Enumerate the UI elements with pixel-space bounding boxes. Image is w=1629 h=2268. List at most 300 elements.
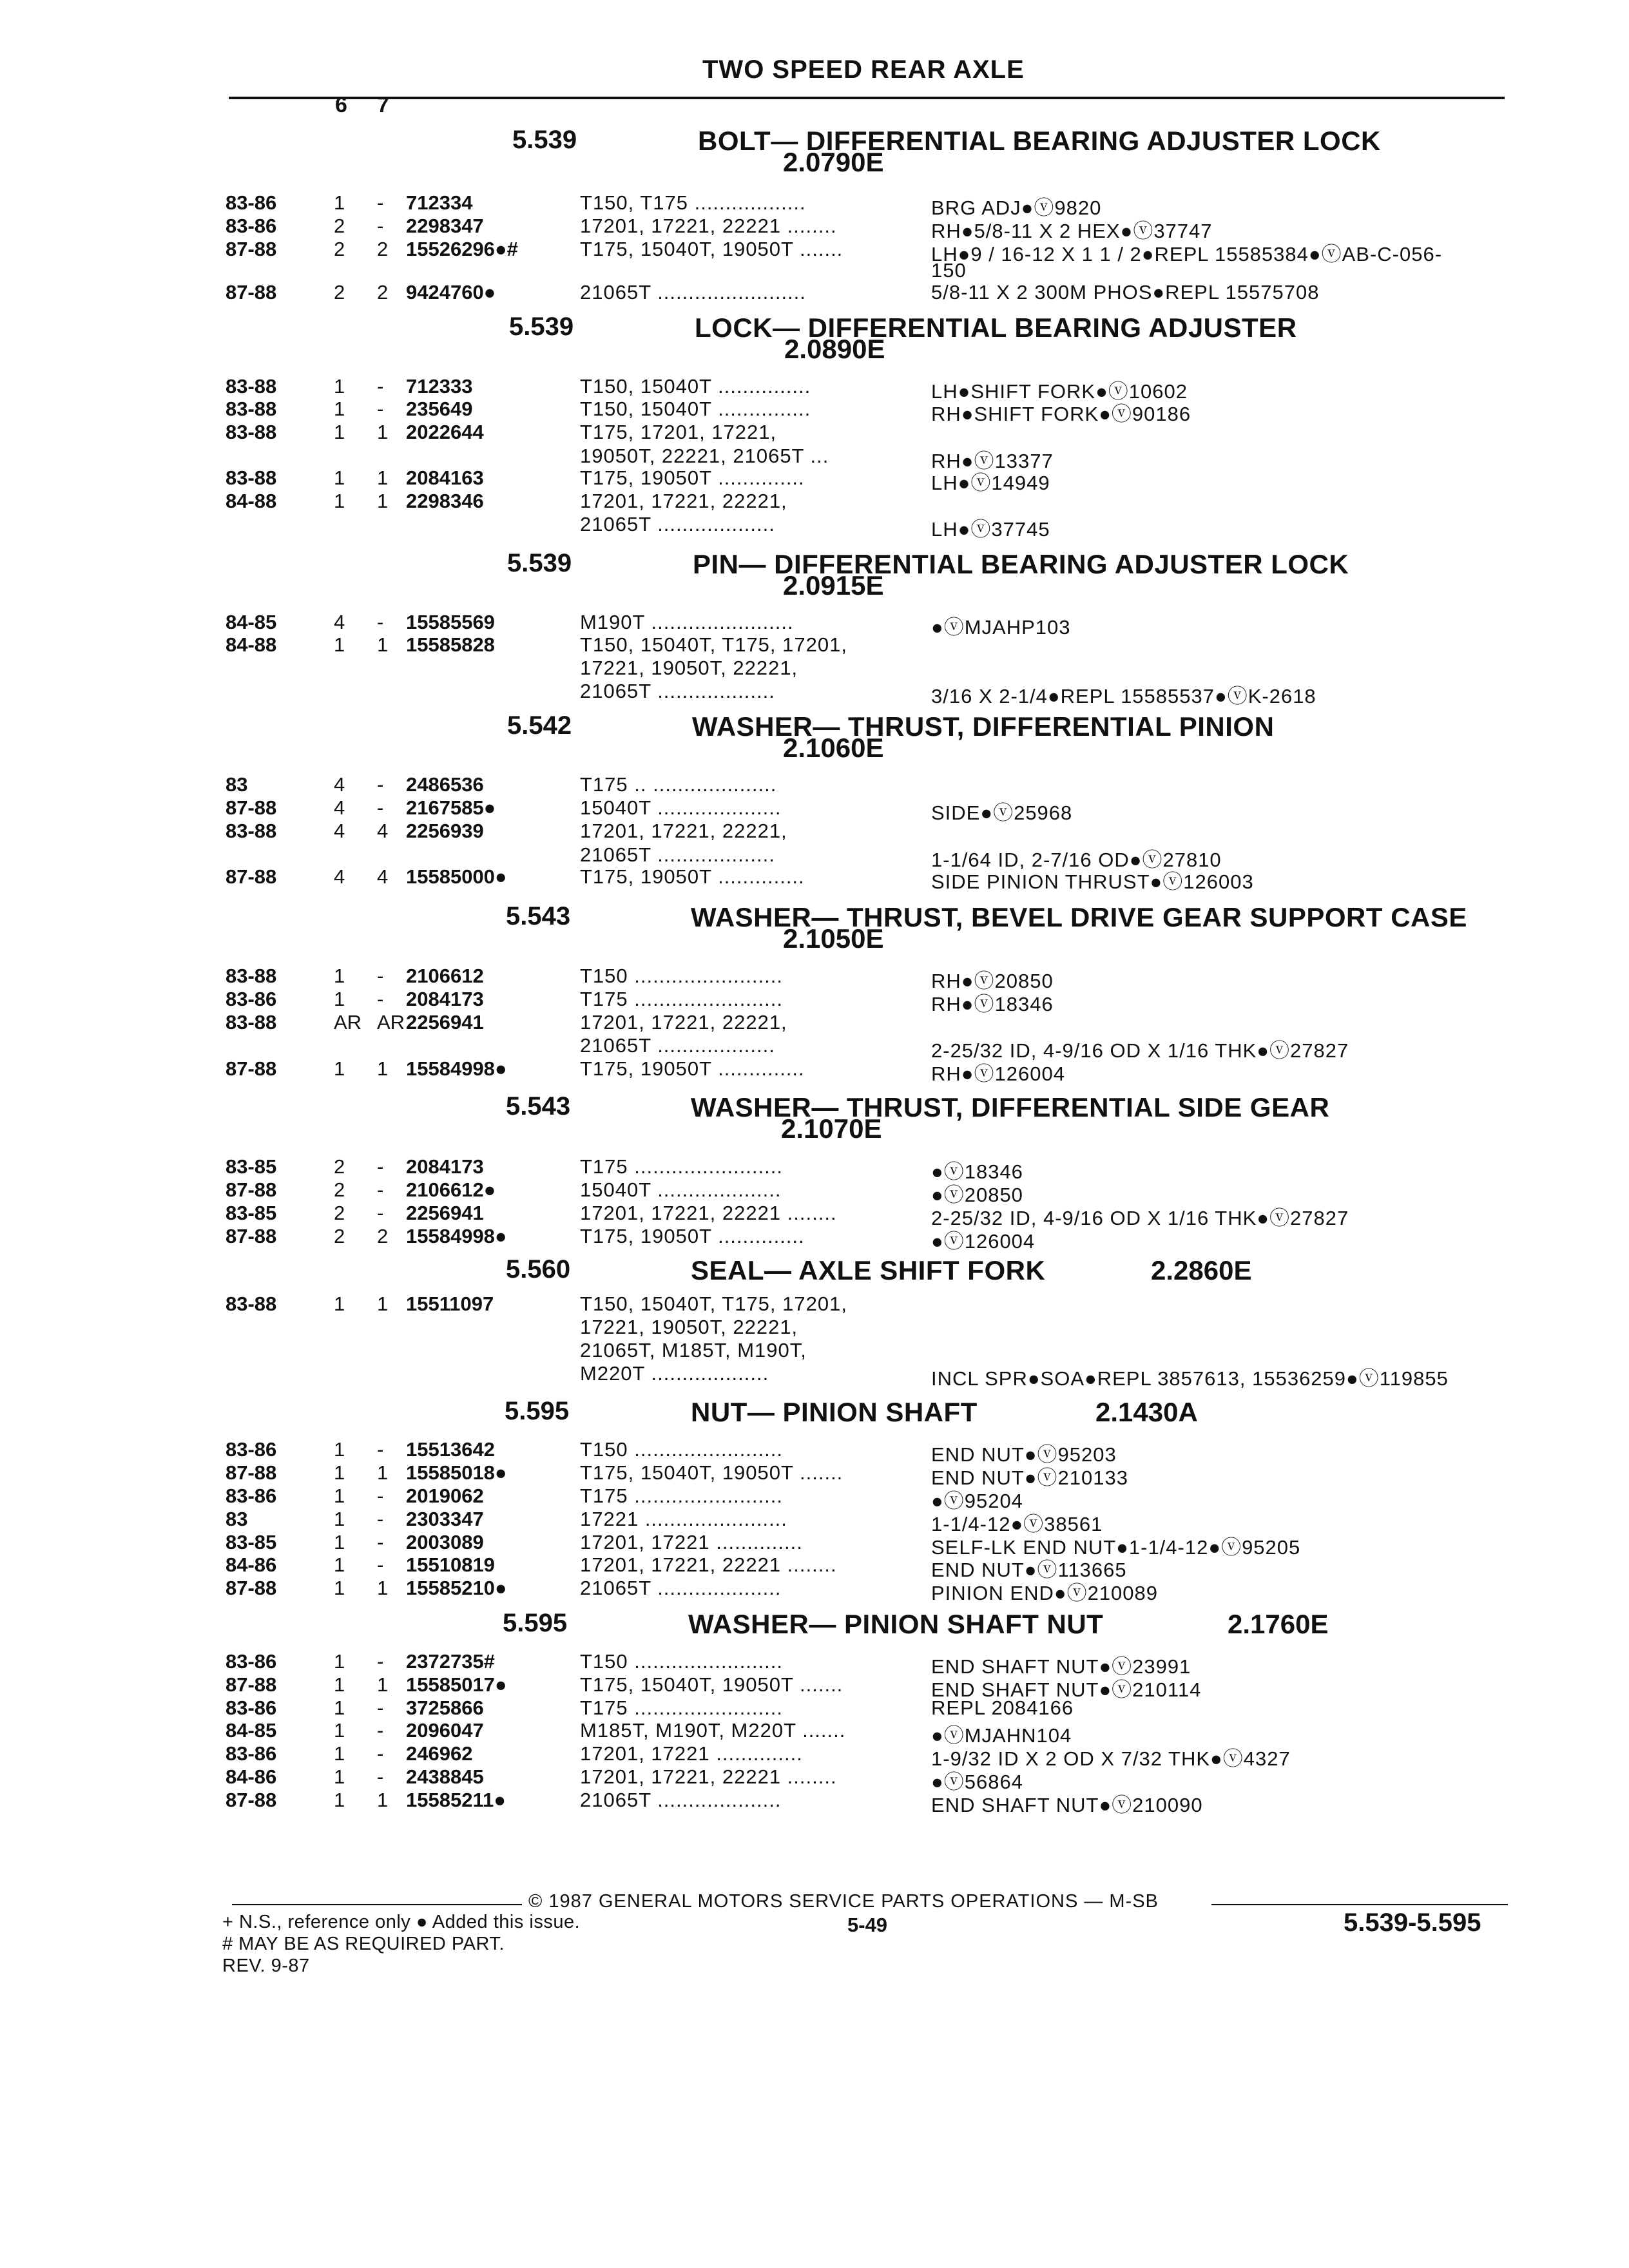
year-range: 83-88 xyxy=(226,375,277,398)
qty-col-7: - xyxy=(377,398,384,420)
part-number: 712333 xyxy=(406,375,473,398)
description: ●ⓥ126004 xyxy=(931,1230,1036,1253)
part-number: 2106612● xyxy=(406,1178,496,1201)
description: END NUT●ⓥ95203 xyxy=(931,1443,1117,1466)
year-range: 83-86 xyxy=(226,215,277,237)
section-ref: 2.2860E xyxy=(1151,1255,1252,1285)
year-range: 83-86 xyxy=(226,191,277,214)
description: INCL SPR●SOA●REPL 3857613, 15536259●ⓥ119855 xyxy=(931,1367,1449,1390)
part-number: 2096047 xyxy=(406,1719,484,1742)
models: T150 ........................ xyxy=(580,1650,783,1673)
section-name: WASHER— PINION SHAFT NUT xyxy=(688,1609,1104,1639)
year-range: 87-88 xyxy=(226,1225,277,1247)
models: 21065T ................... xyxy=(580,680,775,702)
part-number: 15585828 xyxy=(406,633,495,656)
part-row xyxy=(0,1765,1629,1793)
part-row xyxy=(0,1461,1629,1489)
part-number: 15585000● xyxy=(406,865,507,888)
part-row xyxy=(0,1316,1629,1339)
description: RH●SHIFT FORK●ⓥ90186 xyxy=(931,403,1191,425)
qty-col-7: 1 xyxy=(377,1577,389,1599)
part-number: 2298347 xyxy=(406,215,484,237)
page-title: TWO SPEED REAR AXLE xyxy=(702,55,1025,84)
description: LH●9 / 16-12 X 1 1 / 2●REPL 15585384●ⓥAB-C-056- xyxy=(931,243,1443,265)
qty-col-6: 1 xyxy=(334,1742,345,1765)
section-ref: 2.1760E xyxy=(1228,1609,1329,1639)
description: SIDE●ⓥ25968 xyxy=(931,802,1073,824)
section-name: BOLT— DIFFERENTIAL BEARING ADJUSTER LOCK xyxy=(698,126,1381,156)
models: T150, 15040T, T175, 17201, xyxy=(580,1293,847,1315)
qty-col-6: 4 xyxy=(334,865,345,888)
section-code: 5.560 xyxy=(506,1255,571,1283)
qty-col-7: - xyxy=(377,215,384,237)
qty-col-7: - xyxy=(377,1742,384,1765)
description: 1-1/4-12●ⓥ38561 xyxy=(931,1513,1103,1535)
qty-col-7: 2 xyxy=(377,238,389,260)
qty-col-7: - xyxy=(377,1650,384,1673)
section-code: 5.595 xyxy=(505,1397,570,1425)
qty-col-6: 2 xyxy=(334,281,345,303)
section-code: 5.595 xyxy=(503,1609,568,1637)
part-number: 2167585● xyxy=(406,796,496,819)
part-row xyxy=(0,865,1629,893)
year-range: 83-85 xyxy=(226,1531,277,1553)
models: 17201, 17221, 22221, xyxy=(580,820,787,842)
models: 17201, 17221 .............. xyxy=(580,1742,803,1765)
models: T175, 19050T .............. xyxy=(580,1057,805,1080)
models: M190T ....................... xyxy=(580,611,794,633)
description: PINION END●ⓥ210089 xyxy=(931,1582,1159,1604)
part-number: 2298346 xyxy=(406,490,484,512)
models: T150 ........................ xyxy=(580,1438,783,1461)
models: T175, 19050T .............. xyxy=(580,1225,805,1247)
part-row xyxy=(0,466,1629,494)
year-range: 83-88 xyxy=(226,1293,277,1315)
description: SELF-LK END NUT●1-1/4-12●ⓥ95205 xyxy=(931,1536,1301,1559)
part-row xyxy=(0,1202,1629,1229)
part-row xyxy=(0,421,1629,444)
part-number: 15510819 xyxy=(406,1553,495,1576)
part-row xyxy=(0,1696,1629,1720)
qty-col-7: - xyxy=(377,1202,384,1224)
part-row xyxy=(0,1485,1629,1512)
year-range: 83-85 xyxy=(226,1202,277,1224)
description: 2-25/32 ID, 4-9/16 OD X 1/16 THK●ⓥ27827 xyxy=(931,1039,1349,1062)
part-row xyxy=(0,1438,1629,1466)
qty-col-6: 1 xyxy=(334,988,345,1010)
description: END SHAFT NUT●ⓥ210090 xyxy=(931,1794,1203,1816)
footer-rule-left xyxy=(232,1904,522,1905)
footer-copyright: © 1987 GENERAL MOTORS SERVICE PARTS OPERATIONS — M-SB xyxy=(528,1891,1159,1912)
models: 21065T, M185T, M190T, xyxy=(580,1339,807,1361)
qty-col-7: 4 xyxy=(377,865,389,888)
description: END SHAFT NUT●ⓥ210114 xyxy=(931,1678,1202,1701)
models: T175, 19050T .............. xyxy=(580,466,805,489)
year-range: 83-88 xyxy=(226,466,277,489)
qty-col-6: 4 xyxy=(334,611,345,633)
models: 21065T ................... xyxy=(580,843,775,866)
column-head-6: 6 xyxy=(335,93,347,117)
part-number: 2106612 xyxy=(406,965,484,987)
column-head-7: 7 xyxy=(377,93,389,117)
year-range: 84-86 xyxy=(226,1553,277,1576)
models: 21065T ................... xyxy=(580,1034,775,1057)
footer-note-ar: # MAY BE AS REQUIRED PART. xyxy=(222,1934,505,1954)
description: ●ⓥ20850 xyxy=(931,1184,1023,1206)
qty-col-6: 2 xyxy=(334,215,345,237)
models: T150, 15040T ............... xyxy=(580,375,811,398)
models: 17201, 17221, 22221 ........ xyxy=(580,1765,837,1788)
models: T175, 17201, 17221, xyxy=(580,421,777,443)
part-number: 235649 xyxy=(406,398,473,420)
models: 17201, 17221, 22221, xyxy=(580,1011,787,1033)
models: T175 ........................ xyxy=(580,1696,783,1719)
models: 21065T .................... xyxy=(580,1577,782,1599)
part-number: 2003089 xyxy=(406,1531,484,1553)
part-row xyxy=(0,1673,1629,1701)
qty-col-6: 1 xyxy=(334,421,345,443)
qty-col-6: 1 xyxy=(334,1508,345,1530)
part-row xyxy=(0,1034,1629,1062)
qty-col-6: 4 xyxy=(334,773,345,796)
header-rule xyxy=(229,97,1505,99)
models: T175 ........................ xyxy=(580,988,783,1010)
qty-col-7: AR xyxy=(377,1011,405,1033)
qty-col-7: - xyxy=(377,1438,384,1461)
qty-col-6: 2 xyxy=(334,238,345,260)
year-range: 83-88 xyxy=(226,398,277,420)
year-range: 84-86 xyxy=(226,1765,277,1788)
part-row xyxy=(0,238,1629,265)
description: ●ⓥ56864 xyxy=(931,1771,1023,1793)
models: 21065T .................... xyxy=(580,1789,782,1811)
description: END NUT●ⓥ113665 xyxy=(931,1559,1127,1581)
qty-col-6: 1 xyxy=(334,1673,345,1696)
year-range: 83-86 xyxy=(226,1438,277,1461)
qty-col-7: 1 xyxy=(377,421,389,443)
section-ref: 2.1430A xyxy=(1095,1397,1198,1427)
part-number: 15585210● xyxy=(406,1577,507,1599)
year-range: 83-86 xyxy=(226,1485,277,1507)
section-name: PIN— DIFFERENTIAL BEARING ADJUSTER LOCK xyxy=(693,549,1349,579)
qty-col-6: 4 xyxy=(334,796,345,819)
part-row xyxy=(0,1339,1629,1362)
section-code: 5.539 xyxy=(507,549,572,577)
part-number: 15513642 xyxy=(406,1438,495,1461)
year-range: 83-86 xyxy=(226,1650,277,1673)
part-row xyxy=(0,820,1629,843)
part-number: 2438845 xyxy=(406,1765,484,1788)
description: 1-1/64 ID, 2-7/16 OD●ⓥ27810 xyxy=(931,849,1222,871)
qty-col-7: - xyxy=(377,1719,384,1742)
qty-col-6: 4 xyxy=(334,820,345,842)
year-range: 87-88 xyxy=(226,1577,277,1599)
qty-col-7: - xyxy=(377,965,384,987)
part-row xyxy=(0,215,1629,242)
part-row xyxy=(0,1178,1629,1206)
part-row xyxy=(0,657,1629,680)
year-range: 84-88 xyxy=(226,633,277,656)
part-row xyxy=(0,513,1629,541)
part-number: 2084163 xyxy=(406,466,484,489)
description: LH●ⓥ14949 xyxy=(931,472,1050,494)
part-number: 15584998● xyxy=(406,1225,507,1247)
part-number: 2022644 xyxy=(406,421,484,443)
models: 19050T, 22221, 21065T ... xyxy=(580,445,829,467)
qty-col-7: - xyxy=(377,988,384,1010)
part-row xyxy=(0,1293,1629,1316)
part-row xyxy=(0,1362,1629,1390)
part-row xyxy=(0,1225,1629,1253)
section-code: 5.539 xyxy=(509,312,574,341)
year-range: 87-88 xyxy=(226,796,277,819)
models: T150 ........................ xyxy=(580,965,783,987)
qty-col-6: 1 xyxy=(334,375,345,398)
part-number: 3725866 xyxy=(406,1696,484,1719)
section-ref: 2.0790E xyxy=(783,147,884,177)
qty-col-6: 1 xyxy=(334,1293,345,1315)
part-row xyxy=(0,1011,1629,1034)
description: ●ⓥ18346 xyxy=(931,1160,1023,1183)
qty-col-7: 2 xyxy=(377,281,389,303)
description: 5/8-11 X 2 300M PHOS●REPL 15575708 xyxy=(931,281,1320,303)
page-range: 5.539-5.595 xyxy=(1344,1908,1481,1937)
year-range: 83-88 xyxy=(226,421,277,443)
footer-rule-right xyxy=(1211,1904,1508,1905)
description: RH●ⓥ20850 xyxy=(931,970,1054,992)
year-range: 83-88 xyxy=(226,965,277,987)
qty-col-7: 1 xyxy=(377,1789,389,1811)
part-row xyxy=(0,633,1629,657)
models: 17201, 17221, 22221 ........ xyxy=(580,215,837,237)
qty-col-6: 1 xyxy=(334,1531,345,1553)
part-number: 2303347 xyxy=(406,1508,484,1530)
part-row xyxy=(0,1742,1629,1770)
description: END NUT●ⓥ210133 xyxy=(931,1466,1128,1489)
models: 21065T ................... xyxy=(580,513,775,535)
part-row xyxy=(0,680,1629,707)
models: 17201, 17221, 22221, xyxy=(580,490,787,512)
models: 15040T .................... xyxy=(580,1178,782,1201)
models: 17221, 19050T, 22221, xyxy=(580,1316,798,1338)
part-row xyxy=(0,1650,1629,1678)
section-code: 5.539 xyxy=(512,126,577,154)
description: REPL 2084166 xyxy=(931,1696,1074,1719)
qty-col-7: 1 xyxy=(377,1461,389,1484)
qty-col-7: 1 xyxy=(377,1293,389,1315)
models: 17201, 17221, 22221 ........ xyxy=(580,1553,837,1576)
qty-col-7: - xyxy=(377,773,384,796)
models: T150, 15040T ............... xyxy=(580,398,811,420)
models: 17221, 19050T, 22221, xyxy=(580,657,798,679)
qty-col-7: - xyxy=(377,1531,384,1553)
year-range: 87-88 xyxy=(226,1178,277,1201)
part-row xyxy=(0,445,1629,472)
section-name: WASHER— THRUST, DIFFERENTIAL PINION xyxy=(692,711,1275,742)
part-row xyxy=(0,1719,1629,1747)
part-row xyxy=(0,965,1629,992)
qty-col-6: 1 xyxy=(334,1485,345,1507)
qty-col-6: AR xyxy=(334,1011,362,1033)
year-range: 83-86 xyxy=(226,1742,277,1765)
page-number: 5-49 xyxy=(847,1914,888,1936)
description: 1-9/32 ID X 2 OD X 7/32 THK●ⓥ4327 xyxy=(931,1747,1291,1770)
qty-col-7: - xyxy=(377,1178,384,1201)
part-row xyxy=(0,1531,1629,1559)
part-number: 15584998● xyxy=(406,1057,507,1080)
qty-col-7: - xyxy=(377,796,384,819)
models: 17201, 17221, 22221 ........ xyxy=(580,1202,837,1224)
qty-col-6: 1 xyxy=(334,191,345,214)
models: T175, 19050T .............. xyxy=(580,865,805,888)
year-range: 87-88 xyxy=(226,238,277,260)
part-number: 15585569 xyxy=(406,611,495,633)
year-range: 87-88 xyxy=(226,1461,277,1484)
qty-col-6: 1 xyxy=(334,1553,345,1576)
models: 17201, 17221 .............. xyxy=(580,1531,803,1553)
description: SIDE PINION THRUST●ⓥ126003 xyxy=(931,870,1254,893)
part-row xyxy=(0,1553,1629,1581)
description: LH●SHIFT FORK●ⓥ10602 xyxy=(931,380,1188,403)
part-number: 15585018● xyxy=(406,1461,507,1484)
section-name: WASHER— THRUST, BEVEL DRIVE GEAR SUPPORT CASE xyxy=(691,902,1467,932)
description: BRG ADJ●ⓥ9820 xyxy=(931,197,1102,219)
qty-col-7: 4 xyxy=(377,820,389,842)
part-row xyxy=(0,191,1629,219)
description: RH●5/8-11 X 2 HEX●ⓥ37747 xyxy=(931,220,1213,242)
section-name: LOCK— DIFFERENTIAL BEARING ADJUSTER xyxy=(695,312,1297,343)
models: 15040T .................... xyxy=(580,796,782,819)
description: ●ⓥMJAHN104 xyxy=(931,1724,1072,1747)
qty-col-7: - xyxy=(377,1485,384,1507)
models: M220T ................... xyxy=(580,1362,769,1385)
qty-col-6: 1 xyxy=(334,1765,345,1788)
qty-col-7: - xyxy=(377,191,384,214)
qty-col-6: 2 xyxy=(334,1155,345,1178)
section-ref: 2.1070E xyxy=(781,1113,882,1144)
qty-col-7: 1 xyxy=(377,1057,389,1080)
description: ●ⓥMJAHP103 xyxy=(931,616,1071,639)
section-ref: 2.0915E xyxy=(783,570,884,601)
qty-col-6: 2 xyxy=(334,1178,345,1201)
part-number: 2256941 xyxy=(406,1202,484,1224)
year-range: 84-85 xyxy=(226,1719,277,1742)
year-range: 87-88 xyxy=(226,1789,277,1811)
qty-col-7: 1 xyxy=(377,466,389,489)
description: ●ⓥ95204 xyxy=(931,1490,1023,1512)
part-number: 2372735# xyxy=(406,1650,495,1673)
part-number: 246962 xyxy=(406,1742,473,1765)
qty-col-7: - xyxy=(377,1155,384,1178)
part-row xyxy=(0,281,1629,304)
qty-col-6: 2 xyxy=(334,1225,345,1247)
models: T150, T175 .................. xyxy=(580,191,806,214)
section-name: NUT— PINION SHAFT xyxy=(691,1397,978,1427)
qty-col-6: 1 xyxy=(334,1789,345,1811)
qty-col-7: - xyxy=(377,1508,384,1530)
part-row xyxy=(0,1789,1629,1816)
section-code: 5.543 xyxy=(506,902,571,930)
qty-col-6: 1 xyxy=(334,1438,345,1461)
part-number: 9424760● xyxy=(406,281,496,303)
qty-col-7: 2 xyxy=(377,1225,389,1247)
part-number: 2486536 xyxy=(406,773,484,796)
models: T175 ........................ xyxy=(580,1155,783,1178)
section-name: SEAL— AXLE SHIFT FORK xyxy=(691,1255,1046,1285)
year-range: 83-86 xyxy=(226,1696,277,1719)
section-ref: 2.1050E xyxy=(783,923,884,954)
part-number: 15511097 xyxy=(406,1293,494,1315)
qty-col-7: - xyxy=(377,611,384,633)
models: 21065T ........................ xyxy=(580,281,806,303)
year-range: 87-88 xyxy=(226,1673,277,1696)
part-row xyxy=(0,490,1629,513)
qty-col-7: 1 xyxy=(377,1673,389,1696)
section-code: 5.542 xyxy=(507,711,572,740)
footer-note-ns: + N.S., reference only ● Added this issue. xyxy=(222,1912,581,1932)
part-row xyxy=(0,773,1629,796)
section-name: WASHER— THRUST, DIFFERENTIAL SIDE GEAR xyxy=(691,1092,1330,1122)
section-code: 5.543 xyxy=(506,1092,571,1120)
qty-col-7: 1 xyxy=(377,633,389,656)
part-row xyxy=(0,988,1629,1015)
part-row xyxy=(0,843,1629,871)
year-range: 87-88 xyxy=(226,281,277,303)
description: END SHAFT NUT●ⓥ23991 xyxy=(931,1655,1191,1678)
qty-col-6: 1 xyxy=(334,965,345,987)
part-number: 15526296●# xyxy=(406,238,518,260)
part-number: 2256941 xyxy=(406,1011,484,1033)
qty-col-7: 1 xyxy=(377,490,389,512)
year-range: 84-85 xyxy=(226,611,277,633)
year-range: 83 xyxy=(226,1508,248,1530)
part-number: 2019062 xyxy=(406,1485,484,1507)
qty-col-7: - xyxy=(377,375,384,398)
description: 150 xyxy=(931,259,967,282)
part-row xyxy=(0,796,1629,824)
qty-col-6: 1 xyxy=(334,1057,345,1080)
year-range: 83-88 xyxy=(226,820,277,842)
qty-col-6: 2 xyxy=(334,1202,345,1224)
part-row xyxy=(0,375,1629,403)
description: RH●ⓥ13377 xyxy=(931,450,1054,472)
description: LH●ⓥ37745 xyxy=(931,518,1050,541)
year-range: 83-86 xyxy=(226,988,277,1010)
models: T150, 15040T, T175, 17201, xyxy=(580,633,847,656)
part-number: 712334 xyxy=(406,191,473,214)
part-row xyxy=(0,1155,1629,1183)
models: T175, 15040T, 19050T ....... xyxy=(580,1461,843,1484)
description: RH●ⓥ126004 xyxy=(931,1062,1065,1085)
description: RH●ⓥ18346 xyxy=(931,993,1054,1015)
part-row xyxy=(0,1577,1629,1604)
footer-revision: REV. 9-87 xyxy=(222,1956,310,1976)
part-number: 2256939 xyxy=(406,820,484,842)
models: 17221 ....................... xyxy=(580,1508,787,1530)
qty-col-7: - xyxy=(377,1696,384,1719)
part-number: 15585017● xyxy=(406,1673,507,1696)
qty-col-6: 1 xyxy=(334,398,345,420)
qty-col-6: 1 xyxy=(334,1719,345,1742)
part-row xyxy=(0,398,1629,425)
part-number: 15585211● xyxy=(406,1789,506,1811)
qty-col-6: 1 xyxy=(334,1650,345,1673)
qty-col-6: 1 xyxy=(334,490,345,512)
qty-col-7: - xyxy=(377,1765,384,1788)
year-range: 87-88 xyxy=(226,1057,277,1080)
qty-col-6: 1 xyxy=(334,466,345,489)
qty-col-6: 1 xyxy=(334,1696,345,1719)
